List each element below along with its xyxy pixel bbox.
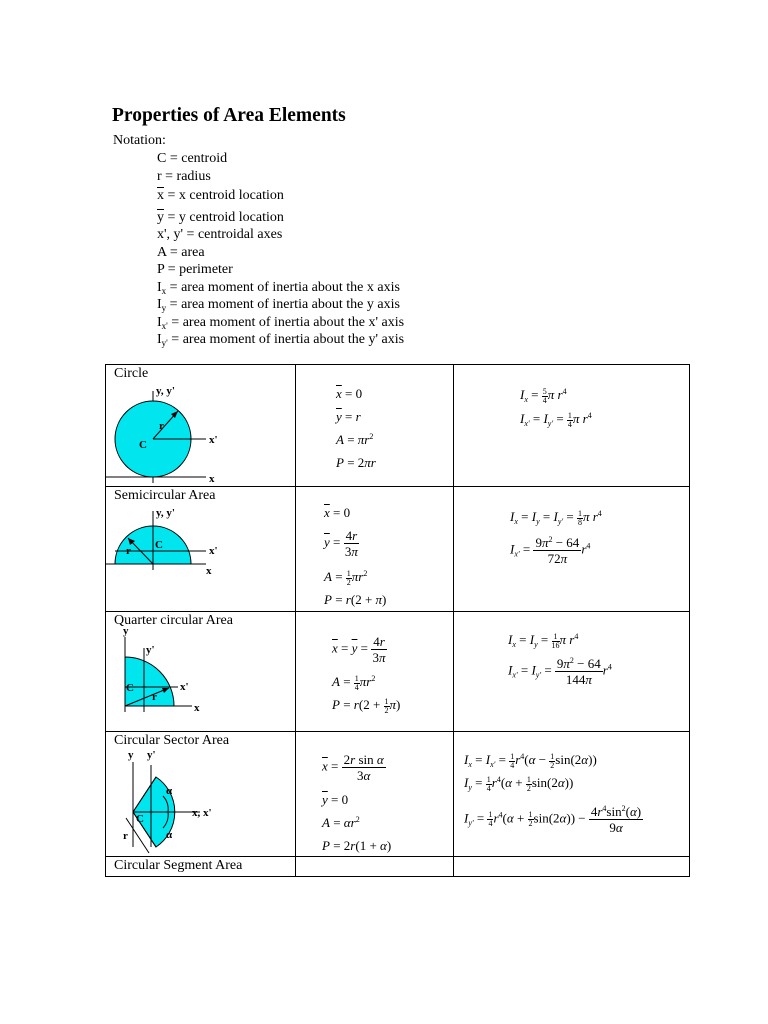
semicircle-sketch: [106, 487, 295, 612]
axis-label-y: y, y': [156, 385, 175, 397]
axis-label-y: y: [128, 749, 134, 761]
formula: $\overline{x}$ = $\frac{\text{2r sin α}}{3\alpha}$: [322, 752, 384, 783]
formula: $I_x = I_y = I_{y'}$ = $\frac{1}{8}$ π $r^4$: [510, 508, 602, 527]
formula: $\overline{x} = 0$: [324, 505, 351, 520]
table-row: [106, 857, 690, 877]
formula-cell: [296, 857, 454, 877]
axis-label-xp: x': [180, 681, 189, 693]
axis-label-yp: y': [146, 644, 155, 656]
notation-item: $\overline{y} = y$ centroid location: [157, 209, 284, 225]
axis-label-yp: y': [147, 749, 156, 761]
shape-cell: [106, 732, 296, 857]
inertia-cell: [454, 857, 690, 877]
alpha-label: α: [166, 785, 173, 797]
shape-name: Circular Sector Area: [114, 733, 230, 748]
formula: $I_{x'} = I_{y'}$ = $\frac{9\pi^2 - 64}{144\pi}$ $r^4$: [508, 656, 612, 687]
radius-label: r: [126, 545, 131, 557]
notation-item: P = perimeter: [157, 262, 233, 277]
formula: $\overline{y}$ = $\frac{4r}{3\pi}$: [324, 528, 358, 559]
axis-label-x: x: [194, 702, 200, 714]
axis-label-x: x: [206, 565, 212, 577]
axis-label-xp: x': [209, 434, 218, 446]
formula: $A = \pi r^2$: [336, 432, 374, 447]
inertia-cell: [454, 732, 690, 857]
axis-label-y: y, y': [156, 507, 175, 519]
formula: $\overline{x} = \overline{y}$ = $\frac{4r}{3\pi}$: [332, 634, 386, 665]
formula: $I_{y'}$ = $\frac{1}{4}$ $r^4(\alpha$ + $\frac{1}{2}$ sin(2α)) − $\frac{4r^4\sin^2(\alpha)}{9\alpha}$: [464, 804, 642, 835]
formula: P = 2r(1 + α): [322, 838, 392, 853]
radius-label: r: [123, 830, 128, 842]
formula-cell: [296, 487, 454, 612]
formula: $I_y$ = $\frac{1}{4}$ $r^4(\alpha$ + $\frac{1}{2}$ sin(2α)): [464, 774, 574, 793]
axis-label-x: x: [209, 473, 215, 485]
formula-cell: [296, 732, 454, 857]
formula: A = $\frac{1}{4}$ $\pi r^2$: [332, 673, 376, 692]
notation-item: $I_{y'}$ = area moment of inertia about the y' axis: [157, 332, 405, 348]
formula: P = 2πr: [336, 455, 376, 470]
table-row: [106, 365, 690, 487]
centroid-label: C: [155, 539, 163, 551]
quarter-circle-sketch: [106, 612, 295, 732]
centroid-label: C: [126, 682, 134, 694]
shape-cell: [106, 612, 296, 732]
alpha-label: α: [166, 829, 173, 841]
circle-sketch: [106, 365, 295, 487]
table-row: [106, 612, 690, 732]
centroid-label: C: [139, 439, 147, 451]
notation-list: [157, 150, 404, 349]
notation-item: A = area: [157, 244, 205, 260]
table-row: [106, 732, 690, 857]
shape-name: Quarter circular Area: [114, 613, 233, 628]
shape-name: Semicircular Area: [114, 488, 216, 503]
formula: $I_x = I_y$ = $\frac{1}{16}$ π $r^4$: [508, 631, 579, 650]
formula-cell: [296, 612, 454, 732]
shape-cell: [106, 365, 296, 487]
formula: $\overline{x} = 0$: [336, 386, 363, 401]
axis-label-y: y: [123, 625, 129, 637]
table-row: [106, 487, 690, 612]
axis-label-x: x, x': [192, 807, 212, 819]
notation-item: $I_x$ = area moment of inertia about the x axis: [157, 279, 400, 296]
shape-cell: [106, 487, 296, 612]
shape-cell: [106, 857, 296, 877]
sector-sketch: [106, 732, 295, 857]
centroid-label: C: [136, 813, 144, 825]
formula: $\overline{y} = 0$: [322, 792, 349, 807]
notation-item: $I_y$ = area moment of inertia about the y axis: [157, 297, 400, 313]
formula: P = r(2 + $\frac{1}{2}$ π): [332, 696, 401, 715]
formula: P = r(2 + π): [324, 592, 387, 607]
inertia-cell: [454, 365, 690, 487]
formula: $I_x = I_{x'}$ = $\frac{1}{4}$ $r^4(\alpha$ − $\frac{1}{2}$ sin(2α)): [464, 751, 597, 770]
formula: $I_x$ = $\frac{5}{4}$ π $r^4$: [520, 386, 567, 405]
formula: $\overline{y} = r$: [336, 409, 361, 424]
notation-item: $\overline{x} = x$ centroid location: [157, 188, 284, 203]
notation-item: r = radius: [157, 168, 211, 184]
formula-cell: [296, 365, 454, 487]
notation-item: $I_{x'}$ = area moment of inertia about the x' axis: [157, 314, 405, 331]
radius-label: r: [159, 420, 164, 432]
formula: $A = \alpha r^2$: [322, 815, 360, 830]
inertia-cell: [454, 487, 690, 612]
formula: A = $\frac{1}{2}$ $\pi r^2$: [324, 568, 368, 587]
axis-label-xp: x': [209, 545, 218, 557]
properties-table: [105, 364, 690, 877]
notation-item: C = centroid: [157, 151, 228, 166]
shape-name: Circle: [114, 366, 149, 381]
shape-name: Circular Segment Area: [114, 858, 243, 873]
formula: $I_{x'}$ = $\frac{9\pi^2 - 64}{72\pi}$ $r^4$: [510, 535, 591, 566]
notation-heading: Notation:: [113, 133, 166, 148]
inertia-cell: [454, 612, 690, 732]
page-title: Properties of Area Elements: [112, 105, 346, 126]
notation-item: x', y' = centroidal axes: [157, 227, 283, 242]
radius-label: r: [152, 691, 157, 703]
formula: $I_{x'} = I_{y'}$ = $\frac{1}{4}$ π $r^4$: [520, 410, 592, 429]
